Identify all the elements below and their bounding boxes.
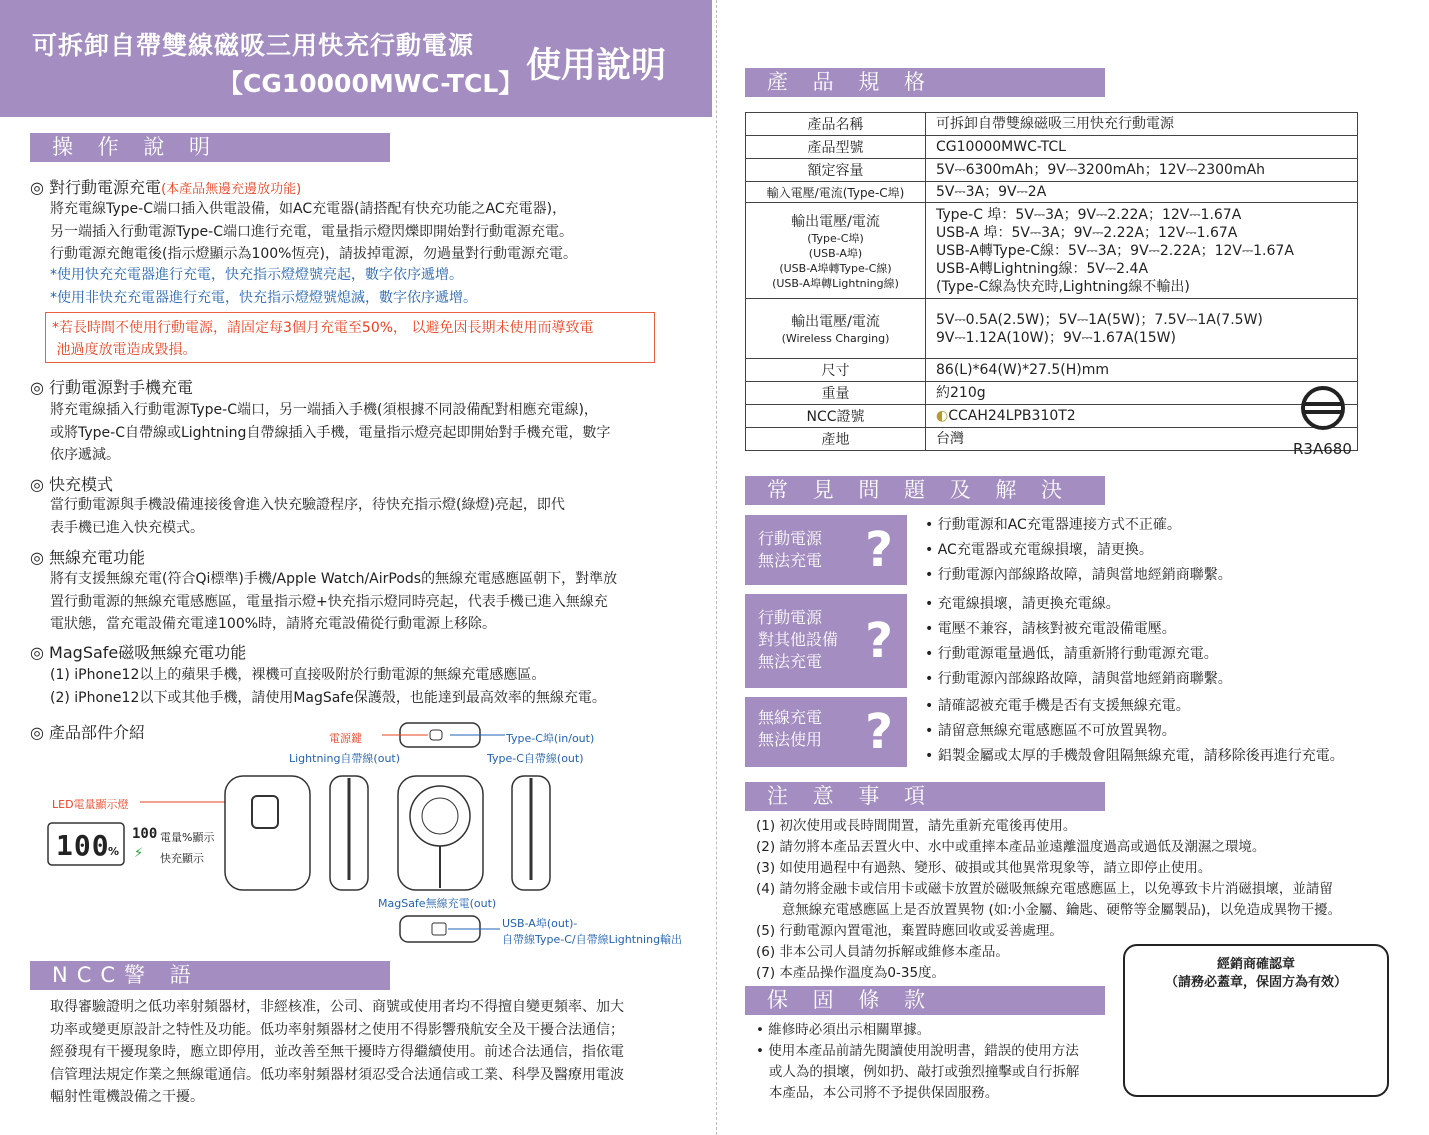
dealer-stamp-box: [1123, 944, 1389, 1097]
faq-answers-1: • 行動電源和AC充電器連接方式不正確。 • AC充電器或充電線損壞，請更換。 • 行動電源內部線路故障，請與當地經銷商聯繫。: [925, 517, 1232, 583]
spec-key: 產品名稱: [746, 113, 926, 136]
fast-charge-label: 快充顯示: [160, 852, 204, 865]
spec-value: 86(L)*64(W)*27.5(H)mm: [926, 359, 1358, 382]
fast-mode-body: 當行動電源與手機設備連接後會進入快充驗證程序，待快充指示燈(綠燈)亮起，即代 表手機已進入快充模式。: [50, 497, 565, 536]
spec-key-detail: (Wireless Charging): [781, 332, 890, 345]
spec-value: 5V⎓6300mAh；9V⎓3200mAh；12V⎓2300mAh: [926, 159, 1358, 182]
fast-mode-title: ◎ 快充模式: [30, 475, 114, 494]
question-mark-icon: ?: [865, 613, 893, 669]
table-row: [746, 203, 1358, 299]
power-key-label: 電源鍵: [329, 732, 362, 745]
table-row: [746, 113, 1358, 136]
magsafe-title: ◎ MagSafe磁吸無線充電功能: [30, 643, 247, 662]
charge-section-title: [30, 175, 301, 198]
spec-key: 輸出電壓/電流: [791, 213, 880, 230]
spec-key-group: [746, 203, 926, 299]
led-digits: 100: [56, 829, 110, 862]
stamp-title: 經銷商確認章: [1216, 957, 1295, 972]
faq-question-3: [745, 697, 907, 767]
led-small-digits: 100: [132, 826, 158, 842]
title-banner: [0, 0, 712, 117]
magsafe-output-label: MagSafe無線充電(out): [378, 897, 497, 910]
spec-key: 尺寸: [746, 359, 926, 382]
spec-key: NCC證號: [746, 405, 926, 428]
faq-question-2: [745, 594, 907, 688]
wireless-body: 將有支援無線充電(符合Qi標準)手機/Apple Watch/AirPods的無線充電感應區朝下，對準放 置行動電源的無線充電感應區，電量指示燈+快充指示燈同時亮起，代表手機已進入無線充 電狀態，當充電設備充電達100%時，請將充電設備從行動電源上移除。: [50, 571, 618, 632]
fast-charge-icon: ⚡: [134, 846, 144, 861]
notice-heading: 注 意 事 項: [745, 782, 1105, 811]
phone-charge-body: 將充電線插入行動電源Type-C端口，另一端插入手機(須根據不同設備配對相應充電線)， 或將Type-C自帶線或Lightning自帶線插入手機，電量指示燈亮起即開始對手機充電，數字 依序遞減。: [50, 402, 611, 463]
charge-title: ◎ 對行動電源充電: [30, 178, 162, 197]
spec-key-group: [746, 299, 926, 359]
front-view-outline: [225, 776, 310, 890]
spec-key-detail: (Type-C埠) (USB-A埠) (USB-A埠轉Type-C線) (USB-A埠轉Lightning線): [772, 231, 899, 290]
table-row: [746, 182, 1358, 203]
faq-title: 無線充電 無法使用: [758, 708, 823, 749]
lightning-cable-label: Lightning自帶線(out): [289, 752, 401, 765]
bsmi-mark-icon: [1292, 384, 1354, 440]
spec-value: 台灣: [926, 428, 1358, 451]
spec-value: CG10000MWC-TCL: [926, 136, 1358, 159]
faq-question-1: [745, 515, 907, 585]
manual-label: 使用說明: [526, 46, 667, 86]
spec-key: 額定容量: [746, 159, 926, 182]
table-row: [746, 136, 1358, 159]
phone-charge-title: ◎ 行動電源對手機充電: [30, 378, 194, 397]
charge-tip-nonfast: *使用非快充充電器進行充電，快充指示燈燈號熄滅，數字依序遞增。: [50, 290, 477, 306]
charge-body: 將充電線Type-C端口插入供電設備，如AC充電器(請搭配有快充功能之AC充電器)， 另一端插入行動電源Type-C端口進行充電，電量指示燈閃爍即開始對行動電源充電。 行動電源充飽電後(指示燈顯示為100%恆亮)，請拔掉電源，勿過量對行動電源充電。: [50, 201, 577, 262]
spec-key: 重量: [746, 382, 926, 405]
faq-answers-2: • 充電線損壞，請更換充電線。 • 電壓不兼容，請核對被充電設備電壓。 • 行動電源電量過低，請重新將行動電源充電。 • 行動電源內部線路故障，請與當地經銷商聯繫。: [925, 596, 1232, 687]
faq-title: 行動電源 無法充電: [758, 529, 823, 570]
ncc-heading: NCC警 語: [30, 961, 390, 990]
warranty-heading: 保 固 條 款: [745, 986, 1105, 1015]
spec-heading: 產 品 規 格: [745, 68, 1105, 97]
faq-title: 行動電源 對其他設備 無法充電: [758, 608, 839, 671]
spec-key: 輸出電壓/電流: [791, 314, 880, 330]
question-mark-icon: ?: [865, 704, 893, 760]
product-title: 可拆卸自帶雙線磁吸三用快充行動電源: [32, 31, 475, 60]
spec-value: 5V⎓3A；9V⎓2A: [926, 182, 1358, 203]
spec-table: [745, 112, 1358, 451]
spec-key: 產地: [746, 428, 926, 451]
spec-value: CCAH24LPB310T2: [948, 408, 1076, 424]
warranty-body: • 維修時必須出示相關單據。 • 使用本產品前請先閱讀使用說明書，錯誤的使用方法 或人為的損壞，例如扔、敲打或強烈撞擊或自行拆解 本產品，本公司將不予提供保固服務。: [756, 1022, 1080, 1101]
table-row: [746, 428, 1358, 451]
notice-body: (1) 初次使用或長時間閒置，請先重新充電後再使用。 (2) 請勿將本產品丟置火中、水中或重摔本產品並遠離溫度過高或過低及潮濕之環境。 (3) 如使用過程中有過熱、變形、破損或其他異常現象等，請立即停止使用。 (4) 請勿將金融卡或信用卡或磁卡放置於磁吸無線充電感應區上，以免導致卡片消磁損壞，並請留 意無線充電感應區上是否放置異物 (如:小金屬、鑰匙、硬幣等金屬製品)，以免造成異物干擾。 (5) 行動電源內置電池，棄置時應回收或妥善處理。 (6) 非本公司人員請勿拆解或維修本產品。 (7) 本產品操作溫度為0-35度。: [756, 818, 1342, 981]
question-mark-icon: ?: [865, 522, 893, 578]
ncc-logo-icon: ◐: [936, 408, 949, 424]
usba-output-label: USB-A埠(out)- 自帶線Type-C/自帶線Lightning輸出: [502, 917, 683, 946]
operation-heading: 操 作 說 明: [30, 133, 390, 162]
led-label: LED電量顯示燈: [52, 798, 129, 811]
spec-value: 5V⎓0.5A(2.5W)；5V⎓1A(5W)；7.5V⎓1A(7.5W) 9V⎓1.12A(10W)；9V⎓1.67A(15W): [926, 299, 1358, 359]
magsafe-body: (1) iPhone12以上的蘋果手機，裸機可直接吸附於行動電源的無線充電感應區。 (2) iPhone12以下或其他手機，請使用MagSafe保護殼，也能達到最高效率的無線充電。: [50, 667, 606, 706]
led-percent: %: [108, 845, 120, 858]
spec-key: 輸入電壓/電流(Type-C埠): [746, 182, 926, 203]
storage-warning: *若長時間不使用行動電源，請固定每3個月充電至50%， 以避免因長期未使用而導致電 池過度放電造成毀損。: [45, 312, 655, 363]
spec-value: 約210g: [926, 382, 1358, 405]
table-row: [746, 159, 1358, 182]
faq-heading: 常 見 問 題 及 解 決: [745, 476, 1105, 505]
stamp-note: （請務必蓋章，保固方為有效）: [1164, 975, 1347, 990]
typec-port-label: Type-C埠(in/out): [506, 732, 595, 745]
cert-code: R3A680: [1293, 440, 1352, 458]
spec-key: 產品型號: [746, 136, 926, 159]
table-row: [746, 382, 1358, 405]
led-percent-label: 電量%顯示: [160, 831, 215, 844]
wireless-title: ◎ 無線充電功能: [30, 548, 146, 567]
typec-cable-label: Type-C自帶線(out): [487, 752, 584, 765]
spec-value: 可拆卸自帶雙線磁吸三用快充行動電源: [926, 113, 1358, 136]
table-row: [746, 299, 1358, 359]
table-row: [746, 405, 1358, 428]
charge-note: (本產品無邊充邊放功能): [161, 182, 302, 197]
model-title: 【CG10000MWC-TCL】: [218, 69, 524, 98]
spec-value: Type-C 埠：5V⎓3A；9V⎓2.22A；12V⎓1.67A USB-A 埠：5V⎓3A；9V⎓2.22A；12V⎓1.67A USB-A轉Type-C線：5V⎓3A；9V⎓2.22A；12V⎓1.67A USB-A轉Lightning線：5V⎓2.4A (Type-C線為快充時,Lightning線不輸出): [926, 203, 1358, 299]
charge-tip-fast: *使用快充充電器進行充電，快充指示燈燈號亮起，數字依序遞增。: [50, 267, 463, 283]
parts-title: ◎ 產品部件介紹: [30, 723, 146, 742]
faq-answers-3: • 請確認被充電手機是否有支援無線充電。 • 請留意無線充電感應區不可放置異物。 • 鋁製金屬或太厚的手機殼會阻隔無線充電，請移除後再進行充電。: [925, 698, 1344, 764]
table-row: [746, 359, 1358, 382]
ncc-body: 取得審驗證明之低功率射頻器材，非經核准，公司、商號或使用者均不得擅自變更頻率、加大 功率或變更原設計之特性及功能。低功率射頻器材之使用不得影響飛航安全及干擾合法通信； 經發現有干擾現象時，應立即停用，並改善至無干擾時方得繼續使用。前述合法通信，指依電 信管理法規定作業之無線電通信。低功率射頻器材須忍受合法通信或工業、科學及醫療用電波 輻射性電機設備之干擾。: [50, 999, 624, 1105]
